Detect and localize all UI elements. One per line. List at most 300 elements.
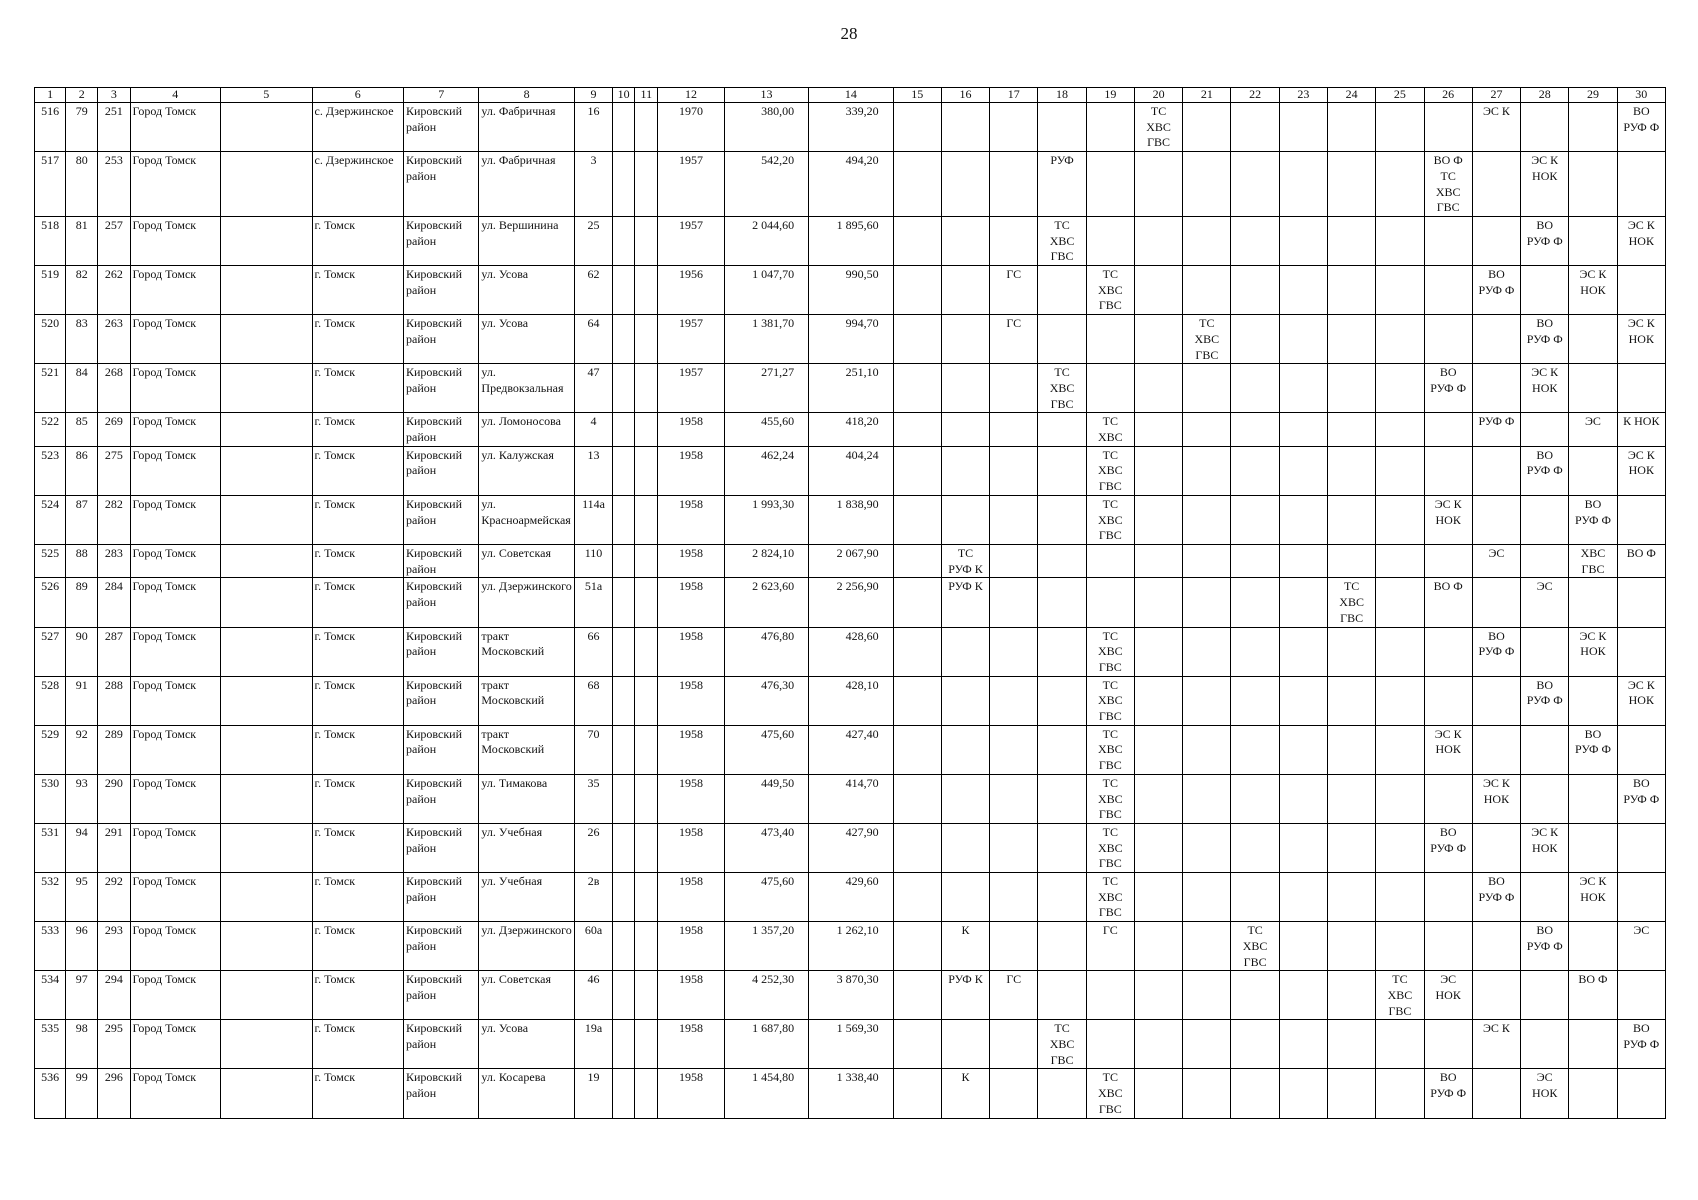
table-cell: 427,90 bbox=[809, 823, 893, 872]
table-cell bbox=[990, 823, 1038, 872]
table-cell: 521 bbox=[35, 364, 66, 413]
column-header: 14 bbox=[809, 88, 893, 103]
table-cell: 62 bbox=[574, 266, 612, 315]
table-cell bbox=[635, 1069, 658, 1118]
table-cell bbox=[990, 725, 1038, 774]
table-cell bbox=[635, 495, 658, 544]
table-cell bbox=[221, 364, 313, 413]
table-cell bbox=[635, 676, 658, 725]
table-cell: Город Томск bbox=[130, 216, 220, 265]
table-cell bbox=[1134, 364, 1182, 413]
table-cell bbox=[1038, 676, 1086, 725]
table-cell: г. Томск bbox=[312, 971, 404, 1020]
table-cell bbox=[1617, 495, 1665, 544]
table-cell bbox=[1424, 922, 1472, 971]
table-cell bbox=[1376, 495, 1424, 544]
table-cell: ул. Ломоносова bbox=[479, 413, 575, 446]
table-cell: ГС bbox=[990, 315, 1038, 364]
table-cell bbox=[1472, 216, 1520, 265]
table-cell bbox=[941, 413, 989, 446]
table-cell: ТС ХВС ГВС bbox=[1183, 315, 1231, 364]
table-cell bbox=[1376, 544, 1424, 577]
table-row bbox=[35, 103, 1666, 152]
table-cell bbox=[1376, 873, 1424, 922]
table-cell bbox=[1328, 216, 1376, 265]
table-cell: ул. Учебная bbox=[479, 823, 575, 872]
table-cell bbox=[613, 152, 635, 217]
table-cell: Кировский район bbox=[404, 364, 479, 413]
column-header: 22 bbox=[1231, 88, 1279, 103]
table-cell: 526 bbox=[35, 578, 66, 627]
table-cell bbox=[1279, 364, 1327, 413]
table-cell bbox=[613, 725, 635, 774]
table-cell: 449,50 bbox=[724, 774, 808, 823]
table-cell bbox=[1086, 315, 1134, 364]
table-cell: ЭС К НОК bbox=[1617, 446, 1665, 495]
table-cell: Город Томск bbox=[130, 364, 220, 413]
table-cell: с. Дзержинское bbox=[312, 152, 404, 217]
table-cell bbox=[221, 578, 313, 627]
table-cell: ВО РУФ Ф bbox=[1521, 922, 1569, 971]
table-cell: 542,20 bbox=[724, 152, 808, 217]
table-row bbox=[35, 774, 1666, 823]
table-row bbox=[35, 495, 1666, 544]
table-cell: 534 bbox=[35, 971, 66, 1020]
table-cell bbox=[1038, 725, 1086, 774]
table-row bbox=[35, 1020, 1666, 1069]
table-cell: 287 bbox=[98, 627, 130, 676]
table-cell bbox=[221, 725, 313, 774]
table-cell: 517 bbox=[35, 152, 66, 217]
table-row bbox=[35, 152, 1666, 217]
table-cell: Кировский район bbox=[404, 873, 479, 922]
table-cell bbox=[1328, 873, 1376, 922]
table-cell bbox=[1569, 315, 1617, 364]
table-cell: ул. Учебная bbox=[479, 873, 575, 922]
table-cell: К bbox=[941, 1069, 989, 1118]
table-cell: ВО Ф bbox=[1569, 971, 1617, 1020]
table-cell: 2в bbox=[574, 873, 612, 922]
table-cell bbox=[1424, 873, 1472, 922]
table-cell bbox=[990, 495, 1038, 544]
table-cell: 2 067,90 bbox=[809, 544, 893, 577]
table-cell bbox=[941, 103, 989, 152]
table-cell bbox=[893, 971, 941, 1020]
table-cell bbox=[1086, 971, 1134, 1020]
table-cell: Кировский район bbox=[404, 774, 479, 823]
table-cell: г. Томск bbox=[312, 216, 404, 265]
table-cell bbox=[1569, 676, 1617, 725]
table-cell bbox=[893, 823, 941, 872]
table-cell: г. Томск bbox=[312, 578, 404, 627]
table-header bbox=[35, 88, 1666, 103]
table-cell: Кировский район bbox=[404, 446, 479, 495]
table-cell bbox=[941, 1020, 989, 1069]
table-cell bbox=[1279, 544, 1327, 577]
table-cell bbox=[1569, 774, 1617, 823]
table-cell bbox=[1424, 676, 1472, 725]
table-cell: 81 bbox=[66, 216, 98, 265]
table-cell: ул. Советская bbox=[479, 544, 575, 577]
table-cell: ТС РУФ К bbox=[941, 544, 989, 577]
table-row bbox=[35, 578, 1666, 627]
table-cell: Кировский район bbox=[404, 315, 479, 364]
column-header: 13 bbox=[724, 88, 808, 103]
table-cell bbox=[1424, 544, 1472, 577]
table-cell: Кировский район bbox=[404, 578, 479, 627]
table-cell: 87 bbox=[66, 495, 98, 544]
table-cell: ВО РУФ Ф bbox=[1521, 216, 1569, 265]
table-cell: 1 381,70 bbox=[724, 315, 808, 364]
table-cell bbox=[1472, 676, 1520, 725]
table-cell: ЭС К НОК bbox=[1472, 774, 1520, 823]
table-cell: ВО РУФ Ф bbox=[1424, 364, 1472, 413]
table-cell bbox=[1038, 544, 1086, 577]
column-header: 11 bbox=[635, 88, 658, 103]
table-cell bbox=[1183, 578, 1231, 627]
table-cell: 1958 bbox=[658, 495, 724, 544]
table-cell bbox=[990, 152, 1038, 217]
table-cell: 418,20 bbox=[809, 413, 893, 446]
table-cell: ул. Дзержинского bbox=[479, 578, 575, 627]
table-cell: 86 bbox=[66, 446, 98, 495]
table-cell: ЭС bbox=[1521, 578, 1569, 627]
table-cell: ТС ХВС ГВС bbox=[1038, 364, 1086, 413]
table-cell: Город Томск bbox=[130, 315, 220, 364]
table-cell: Город Томск bbox=[130, 152, 220, 217]
table-cell: ТС ХВС ГВС bbox=[1086, 266, 1134, 315]
table-cell: 1958 bbox=[658, 823, 724, 872]
table-cell bbox=[1521, 266, 1569, 315]
table-cell bbox=[635, 1020, 658, 1069]
table-cell: 295 bbox=[98, 1020, 130, 1069]
table-cell bbox=[1183, 1069, 1231, 1118]
table-cell: ЭС К НОК bbox=[1424, 495, 1472, 544]
table-cell bbox=[1279, 315, 1327, 364]
table-cell bbox=[1086, 1020, 1134, 1069]
table-cell bbox=[221, 1020, 313, 1069]
table-cell: 475,60 bbox=[724, 725, 808, 774]
table-cell bbox=[613, 364, 635, 413]
table-cell: 251,10 bbox=[809, 364, 893, 413]
table-cell bbox=[893, 266, 941, 315]
table-cell: 1 993,30 bbox=[724, 495, 808, 544]
table-cell: ВО РУФ Ф bbox=[1521, 676, 1569, 725]
table-cell bbox=[1279, 413, 1327, 446]
table-cell bbox=[1521, 627, 1569, 676]
table-row bbox=[35, 873, 1666, 922]
table-cell bbox=[893, 544, 941, 577]
table-cell bbox=[1086, 216, 1134, 265]
table-cell: К НОК bbox=[1617, 413, 1665, 446]
column-header: 1 bbox=[35, 88, 66, 103]
table-cell: 516 bbox=[35, 103, 66, 152]
table-cell bbox=[1231, 413, 1279, 446]
table-cell bbox=[1134, 315, 1182, 364]
table-cell bbox=[613, 774, 635, 823]
table-cell bbox=[1231, 1020, 1279, 1069]
table-cell: Город Томск bbox=[130, 266, 220, 315]
table-cell bbox=[893, 1069, 941, 1118]
table-cell: г. Томск bbox=[312, 922, 404, 971]
table-cell bbox=[1183, 364, 1231, 413]
table-cell: 84 bbox=[66, 364, 98, 413]
table-cell: Город Томск bbox=[130, 971, 220, 1020]
table-cell bbox=[221, 266, 313, 315]
table-cell: ЭС К НОК bbox=[1424, 725, 1472, 774]
table-cell: тракт Московский bbox=[479, 725, 575, 774]
table-cell bbox=[1521, 971, 1569, 1020]
table-cell: 1 454,80 bbox=[724, 1069, 808, 1118]
table-row bbox=[35, 922, 1666, 971]
table-cell bbox=[613, 578, 635, 627]
column-header: 18 bbox=[1038, 88, 1086, 103]
table-cell bbox=[893, 1020, 941, 1069]
table-cell bbox=[893, 446, 941, 495]
table-cell: 82 bbox=[66, 266, 98, 315]
table-cell bbox=[635, 922, 658, 971]
table-cell: 4 bbox=[574, 413, 612, 446]
table-cell bbox=[1183, 1020, 1231, 1069]
table-cell bbox=[1328, 413, 1376, 446]
table-cell: ВО Ф bbox=[1424, 578, 1472, 627]
table-cell bbox=[1134, 1069, 1182, 1118]
table-cell: 288 bbox=[98, 676, 130, 725]
table-cell bbox=[1424, 446, 1472, 495]
table-cell bbox=[613, 315, 635, 364]
column-header: 10 bbox=[613, 88, 635, 103]
table-cell bbox=[990, 873, 1038, 922]
table-cell bbox=[1472, 578, 1520, 627]
table-cell: 1958 bbox=[658, 627, 724, 676]
table-cell: 520 bbox=[35, 315, 66, 364]
table-cell: 531 bbox=[35, 823, 66, 872]
column-header: 30 bbox=[1617, 88, 1665, 103]
table-cell bbox=[1134, 922, 1182, 971]
table-cell bbox=[1038, 495, 1086, 544]
table-cell bbox=[1569, 103, 1617, 152]
table-cell bbox=[1376, 725, 1424, 774]
table-cell: ТС ХВС bbox=[1086, 413, 1134, 446]
table-cell: 1958 bbox=[658, 544, 724, 577]
table-cell bbox=[1038, 774, 1086, 823]
table-cell bbox=[1376, 315, 1424, 364]
table-cell bbox=[893, 676, 941, 725]
table-cell: 427,40 bbox=[809, 725, 893, 774]
table-cell bbox=[1134, 676, 1182, 725]
table-cell bbox=[1521, 725, 1569, 774]
table-cell bbox=[893, 627, 941, 676]
table-cell bbox=[1569, 216, 1617, 265]
table-cell: ТС ХВС ГВС bbox=[1328, 578, 1376, 627]
column-header: 3 bbox=[98, 88, 130, 103]
column-header: 2 bbox=[66, 88, 98, 103]
table-cell: 1 357,20 bbox=[724, 922, 808, 971]
table-cell: 2 623,60 bbox=[724, 578, 808, 627]
table-cell bbox=[1617, 873, 1665, 922]
table-cell: Город Томск bbox=[130, 774, 220, 823]
table-cell: 91 bbox=[66, 676, 98, 725]
table-cell bbox=[1376, 578, 1424, 627]
table-cell bbox=[613, 446, 635, 495]
table-cell bbox=[1279, 266, 1327, 315]
table-cell: 26 bbox=[574, 823, 612, 872]
table-cell bbox=[1183, 774, 1231, 823]
table-cell: 70 bbox=[574, 725, 612, 774]
table-cell: 93 bbox=[66, 774, 98, 823]
table-cell: ул. Фабричная bbox=[479, 152, 575, 217]
table-cell bbox=[221, 627, 313, 676]
table-cell bbox=[1134, 216, 1182, 265]
table-cell: ЭС К НОК bbox=[1569, 266, 1617, 315]
table-cell: Город Томск bbox=[130, 495, 220, 544]
table-cell bbox=[1376, 103, 1424, 152]
table-cell bbox=[1086, 103, 1134, 152]
table-cell: ВО РУФ Ф bbox=[1569, 725, 1617, 774]
table-cell bbox=[1134, 413, 1182, 446]
table-cell bbox=[1376, 266, 1424, 315]
table-cell: Кировский район bbox=[404, 495, 479, 544]
table-cell: 530 bbox=[35, 774, 66, 823]
table-cell: г. Томск bbox=[312, 495, 404, 544]
table-cell bbox=[221, 315, 313, 364]
table-cell bbox=[1231, 676, 1279, 725]
table-cell bbox=[1569, 1069, 1617, 1118]
table-cell: г. Томск bbox=[312, 1020, 404, 1069]
column-header: 19 bbox=[1086, 88, 1134, 103]
column-header: 24 bbox=[1328, 88, 1376, 103]
table-cell bbox=[1086, 364, 1134, 413]
table-cell: 51а bbox=[574, 578, 612, 627]
table-cell bbox=[1472, 971, 1520, 1020]
table-cell: тракт Московский bbox=[479, 676, 575, 725]
table-cell bbox=[1328, 1069, 1376, 1118]
table-cell bbox=[1521, 495, 1569, 544]
table-cell: Кировский район bbox=[404, 823, 479, 872]
table-row bbox=[35, 315, 1666, 364]
table-cell: 1958 bbox=[658, 774, 724, 823]
table-cell: Город Томск bbox=[130, 446, 220, 495]
table-cell: ЭС bbox=[1569, 413, 1617, 446]
table-cell: 269 bbox=[98, 413, 130, 446]
table-cell: 525 bbox=[35, 544, 66, 577]
table-cell bbox=[1328, 495, 1376, 544]
table-cell bbox=[1231, 103, 1279, 152]
table-cell: 19 bbox=[574, 1069, 612, 1118]
table-cell: 1957 bbox=[658, 152, 724, 217]
table-cell bbox=[1134, 873, 1182, 922]
table-cell: ВО РУФ Ф bbox=[1521, 446, 1569, 495]
table-cell: Кировский район bbox=[404, 1069, 479, 1118]
table-cell: Кировский район bbox=[404, 544, 479, 577]
table-cell: 475,60 bbox=[724, 873, 808, 922]
table-cell: ЭС К НОК bbox=[1521, 364, 1569, 413]
table-cell: ВО РУФ Ф bbox=[1617, 103, 1665, 152]
table-cell: 257 bbox=[98, 216, 130, 265]
table-cell: 284 bbox=[98, 578, 130, 627]
table-cell bbox=[1231, 774, 1279, 823]
table-cell: Город Томск bbox=[130, 1020, 220, 1069]
table-cell: ВО Ф bbox=[1617, 544, 1665, 577]
table-cell: ул. Калужская bbox=[479, 446, 575, 495]
table-cell bbox=[893, 578, 941, 627]
register-table bbox=[34, 87, 1666, 1119]
table-cell: Кировский район bbox=[404, 971, 479, 1020]
table-cell bbox=[1376, 1020, 1424, 1069]
table-cell bbox=[1376, 627, 1424, 676]
table-cell: 476,30 bbox=[724, 676, 808, 725]
table-cell bbox=[1134, 823, 1182, 872]
table-cell: 994,70 bbox=[809, 315, 893, 364]
table-cell: ТС ХВС ГВС bbox=[1086, 823, 1134, 872]
table-cell bbox=[1521, 1020, 1569, 1069]
table-cell: 92 bbox=[66, 725, 98, 774]
table-cell bbox=[1617, 266, 1665, 315]
table-cell: ТС ХВС ГВС bbox=[1086, 495, 1134, 544]
table-cell bbox=[635, 873, 658, 922]
table-cell bbox=[221, 446, 313, 495]
table-cell bbox=[221, 1069, 313, 1118]
table-cell: 110 bbox=[574, 544, 612, 577]
table-cell bbox=[1279, 725, 1327, 774]
table-cell: Кировский район bbox=[404, 266, 479, 315]
table-cell: ул. Усова bbox=[479, 315, 575, 364]
table-cell bbox=[1328, 364, 1376, 413]
table-cell bbox=[1328, 627, 1376, 676]
table-cell: с. Дзержинское bbox=[312, 103, 404, 152]
table-cell: 528 bbox=[35, 676, 66, 725]
table-cell: 83 bbox=[66, 315, 98, 364]
table-cell bbox=[990, 216, 1038, 265]
table-cell: 16 bbox=[574, 103, 612, 152]
table-cell: 428,10 bbox=[809, 676, 893, 725]
column-header: 23 bbox=[1279, 88, 1327, 103]
table-cell: 535 bbox=[35, 1020, 66, 1069]
table-cell bbox=[1134, 544, 1182, 577]
table-cell bbox=[941, 266, 989, 315]
table-cell: 1 687,80 bbox=[724, 1020, 808, 1069]
table-cell: 13 bbox=[574, 446, 612, 495]
column-header: 16 bbox=[941, 88, 989, 103]
table-cell: 527 bbox=[35, 627, 66, 676]
table-cell bbox=[1472, 922, 1520, 971]
table-cell bbox=[1231, 216, 1279, 265]
table-cell: 296 bbox=[98, 1069, 130, 1118]
table-cell: ТС ХВС ГВС bbox=[1086, 627, 1134, 676]
table-cell bbox=[635, 725, 658, 774]
table-cell bbox=[221, 544, 313, 577]
table-cell bbox=[1617, 1069, 1665, 1118]
table-cell: ТС ХВС ГВС bbox=[1038, 1020, 1086, 1069]
table-cell bbox=[613, 216, 635, 265]
table-cell: ВО РУФ Ф bbox=[1617, 1020, 1665, 1069]
table-cell: 289 bbox=[98, 725, 130, 774]
table-cell bbox=[1038, 1069, 1086, 1118]
table-cell: ТС ХВС ГВС bbox=[1376, 971, 1424, 1020]
table-cell bbox=[1279, 922, 1327, 971]
table-cell: 1 338,40 bbox=[809, 1069, 893, 1118]
table-cell: г. Томск bbox=[312, 544, 404, 577]
table-cell bbox=[1328, 446, 1376, 495]
table-cell: 291 bbox=[98, 823, 130, 872]
table-cell: 283 bbox=[98, 544, 130, 577]
table-cell: 98 bbox=[66, 1020, 98, 1069]
table-cell: Кировский район bbox=[404, 216, 479, 265]
table-cell bbox=[1328, 725, 1376, 774]
column-header: 7 bbox=[404, 88, 479, 103]
table-cell: 46 bbox=[574, 971, 612, 1020]
table-cell bbox=[221, 823, 313, 872]
